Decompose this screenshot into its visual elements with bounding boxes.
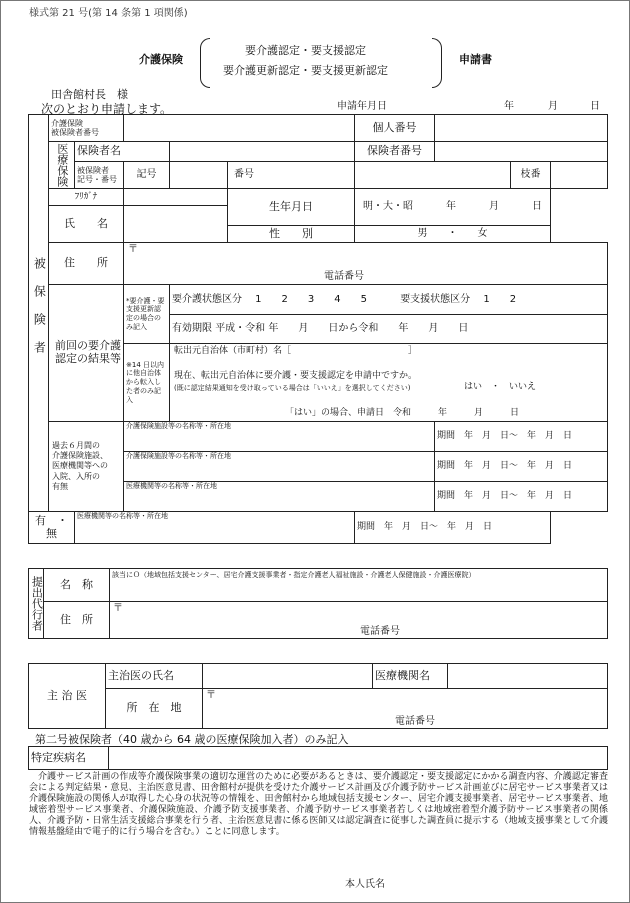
agent-section-label: 提出代行者 [29, 569, 44, 639]
period-row-1[interactable]: 期間 年 月 日～ 年 月 日 [435, 422, 608, 452]
care-level-field[interactable]: 要介護状態区分 1 2 3 4 5 要支援状態区分 1 2 [170, 285, 608, 315]
institution-field[interactable] [448, 664, 608, 689]
support-level-label: 要支援状態区分 [400, 293, 471, 305]
phone-label: 電話番号 [324, 270, 364, 282]
transfer-question: 現在、転出元自治体に要介護・要支援認定を申請中ですか。 [174, 371, 418, 381]
period-row-4[interactable]: 期間 年 月 日～ 年 月 日 [355, 512, 551, 544]
birthdate-label: 生年月日 [228, 189, 355, 226]
insured-table [28, 114, 608, 544]
insurer-number-label: 保険者番号 [355, 142, 435, 162]
right-bracket [432, 38, 442, 88]
insurer-name-label: 保険者名 [75, 142, 170, 162]
insured-section-label: 被保険者 [29, 115, 49, 512]
personal-number-label: 個人番号 [355, 115, 435, 142]
previous-result-label: 前回の要介護 認定の結果等 [49, 285, 124, 422]
branch-field[interactable] [551, 162, 608, 189]
intro-text: 次のとおり申請します。 [41, 102, 173, 116]
transfer-note-small: (既に認定結果通知を受け取っている場合は「いいえ」を選択してください) [174, 384, 411, 392]
symbol-label: 記号 [124, 162, 170, 189]
agent-address-field[interactable] [110, 602, 608, 639]
agent-table [28, 568, 608, 639]
doctor-address-label: 所 在 地 [106, 689, 203, 729]
signature-label: 本人氏名 [345, 879, 385, 890]
application-year-field[interactable]: 年 [504, 101, 514, 112]
doctor-postal-mark: 〒 [206, 690, 216, 701]
hospital-history-label: 過去６月間の 介護保険施設、 医療機関等への 入院、入所の 有無 [49, 422, 124, 512]
form-number: 様式第 21 号(第 14 条第 1 項関係) [29, 8, 188, 19]
care-level-label: 要介護状態区分 [172, 293, 242, 305]
personal-number-field[interactable] [435, 115, 608, 142]
medical-row-2[interactable]: 医療機関等の名称等・所在地 [75, 512, 355, 544]
number-field[interactable] [355, 162, 511, 189]
agent-postal-mark: 〒 [113, 603, 123, 614]
title-prefix: 介護保険 [139, 53, 183, 66]
application-date-label: 申請年月日 [337, 101, 387, 112]
validity-label: 有効期限 [172, 323, 212, 335]
title-line1: 要介護認定・要支援認定 [245, 44, 366, 57]
doctor-section-label: 主 治 医 [29, 664, 106, 729]
medical-insurance-label: 医療保険 [49, 142, 75, 189]
category2-heading: 第二号被保険者（40 歳から 64 歳の医療保険加入者）のみ記入 [35, 733, 349, 746]
birth-day: 日 [532, 201, 543, 213]
period-row-3[interactable]: 期間 年 月 日～ 年 月 日 [435, 482, 608, 512]
branch-label: 枝番 [511, 162, 551, 189]
disease-table [28, 746, 608, 770]
insurer-name-field[interactable] [170, 142, 355, 162]
insurer-number-field[interactable] [435, 142, 608, 162]
era-options: 明・大・昭 [363, 201, 414, 213]
furigana-field[interactable] [124, 189, 228, 206]
insured-symbol-label: 被保険者 記号・番号 [75, 162, 124, 189]
presence-options[interactable]: 有 ・ 無 [29, 512, 75, 544]
disease-label: 特定疾病名 [29, 747, 109, 770]
application-day-field[interactable]: 日 [590, 101, 600, 112]
symbol-field[interactable] [170, 162, 228, 189]
agent-name-field[interactable]: 該当にＯ（地域包括支援センター、居宅介護支援事業者・指定介護老人福祉施設・介護老人保健施設・介護医療院） [110, 569, 608, 602]
gender-field[interactable]: 男 ・ 女 [355, 226, 551, 243]
facility-row-2[interactable]: 介護保険施設等の名称等・所在地 [124, 452, 435, 482]
agent-phone-label: 電話番号 [360, 625, 400, 637]
validity-dates: 年 月 日から令和 年 月 日 [268, 323, 469, 335]
yes-no-options[interactable]: はい ・ いいえ [464, 382, 537, 392]
transfer-note: ※14 日以内に他自治体から転入した者のみ記入 [124, 344, 170, 422]
address-field[interactable] [124, 243, 608, 285]
if-yes-date[interactable]: 「はい」の場合、申請日 令和 年 月 日 [285, 408, 520, 418]
address-label: 住 所 [49, 243, 124, 285]
title-suffix: 申請書 [459, 53, 492, 66]
period-row-2[interactable]: 期間 年 月 日～ 年 月 日 [435, 452, 608, 482]
doctor-address-field[interactable] [203, 689, 608, 729]
furigana-label: ﾌﾘｶﾞﾅ [49, 189, 124, 206]
doctor-table [28, 663, 608, 729]
agent-address-label: 住 所 [44, 602, 110, 639]
left-bracket [200, 38, 210, 88]
doctor-name-label: 主治医の氏名 [106, 664, 203, 689]
transfer-source-field[interactable]: 転出元自治体（市町村）名［ ］ [174, 346, 418, 356]
institution-label: 医療機関名 [373, 664, 448, 689]
agent-name-label: 名 称 [44, 569, 110, 602]
doctor-name-field[interactable] [203, 664, 373, 689]
name-field[interactable] [124, 206, 228, 243]
consent-text: 介護サービス計画の作成等介護保険事業の適切な運営のために必要があるときは、要介護認定・要支援認定にかかる調査内容、介護認定審査会による判定結果・意見、主治医意見書、田舎館村が提供を受けた介護サービス計画及び介護予防サービス計画並びに居宅サービス事業者又は介護保険施設の関係人が取得した心身の状況等の情報を、田舎館村から地域包括支援センター、居宅介護支援事業者、居宅サービス事業者、地域密着型サービス事業者、介護保険施設、介護予防支援事業者、介護予防サービス事業者若しくは地域密着型介護予防サービス事業者の関係人、介護予防・日常生活支援総合事業を行う者、主治医意見書に係る医師又は認定調査に従事した調査員に提示する（地域支援事業として介護情報基盤経由で電子的に行う場合を含む。）ことに同意します。 [29, 772, 608, 837]
number-label: 番号 [228, 162, 355, 189]
validity-era: 平成・令和 [215, 323, 266, 335]
birthdate-field[interactable] [355, 189, 551, 226]
postal-mark: 〒 [128, 244, 138, 255]
update-note: *要介護・要支援更新認定の場合のみ記入 [124, 285, 170, 344]
transfer-block [170, 344, 608, 422]
insured-number-field[interactable] [124, 115, 355, 142]
birth-year: 年 [446, 201, 457, 213]
insured-number-label: 介護保険 被保険者番号 [49, 115, 124, 142]
addressee: 田舎館村長 様 [51, 88, 128, 101]
name-label: 氏 名 [49, 206, 124, 243]
disease-field[interactable] [109, 747, 608, 770]
title-line2: 要介護更新認定・要支援更新認定 [223, 64, 388, 77]
application-month-field[interactable]: 月 [548, 101, 558, 112]
gender-label: 性 別 [228, 226, 355, 243]
facility-row-1[interactable]: 介護保険施設等の名称等・所在地 [124, 422, 435, 452]
medical-row-1[interactable]: 医療機関等の名称等・所在地 [124, 482, 435, 512]
validity-field[interactable] [170, 315, 608, 344]
birth-month: 月 [489, 201, 500, 213]
doctor-phone-label: 電話番号 [395, 715, 435, 727]
